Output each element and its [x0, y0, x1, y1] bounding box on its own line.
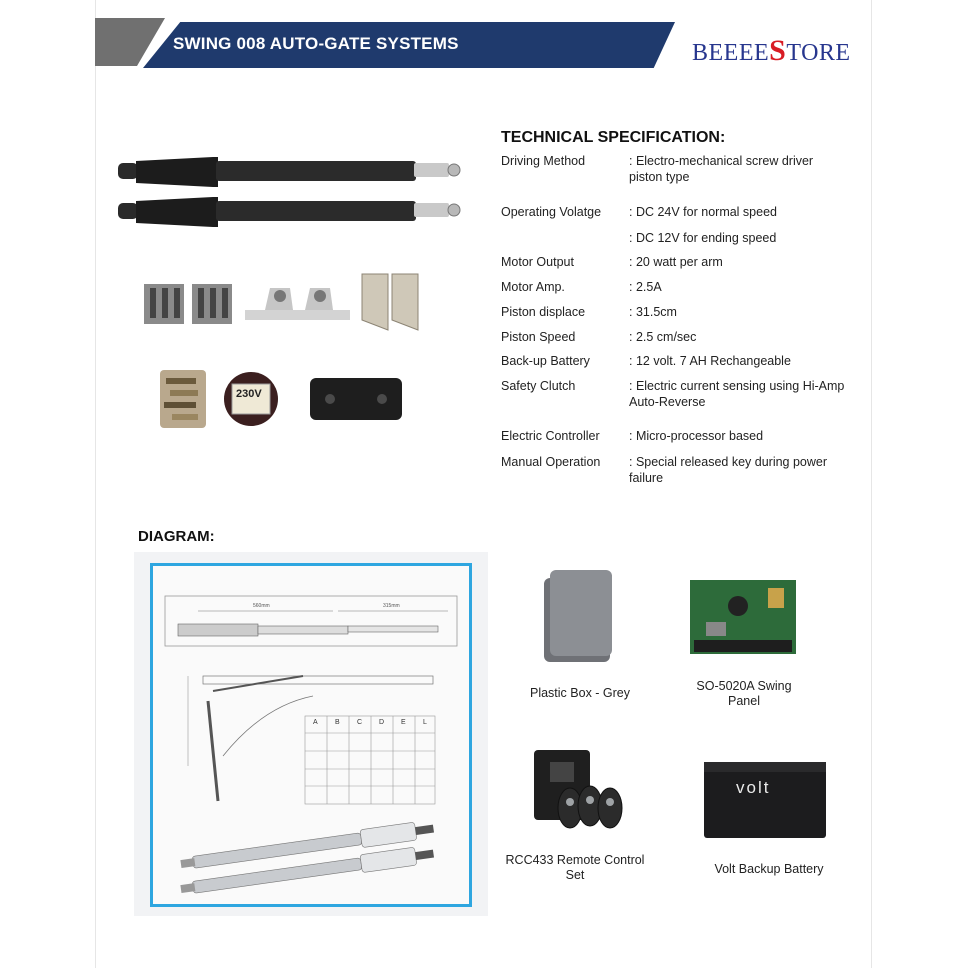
spec-value: : 31.5cm — [629, 305, 677, 319]
table-header-c: C — [357, 719, 363, 726]
caption-plastic-box: Plastic Box - Grey — [529, 686, 631, 700]
logo-text-b: TORE — [786, 40, 851, 66]
plastic-box-image — [540, 568, 618, 666]
spec-label: Safety Clutch — [501, 379, 576, 393]
spec-label: Back-up Battery — [501, 354, 590, 368]
swing-panel-image — [688, 576, 798, 660]
spec-label: Motor Output — [501, 255, 574, 269]
actuator-arm-2 — [118, 195, 463, 229]
table-header-a: A — [313, 719, 318, 726]
page-title: SWING 008 AUTO-GATE SYSTEMS — [173, 34, 459, 53]
caption-remote-control: RCC433 Remote Control Set — [505, 853, 645, 882]
spec-label: Electric Controller — [501, 429, 600, 443]
diagram-frame — [150, 563, 472, 907]
transformer — [222, 370, 280, 428]
table-header-l: L — [423, 719, 427, 726]
spec-label: Motor Amp. — [501, 280, 565, 294]
diagram-heading: DIAGRAM: — [138, 528, 215, 545]
battery-brand: volt — [736, 778, 771, 797]
remote-control-image — [530, 748, 632, 836]
spec-label: Piston displace — [501, 305, 586, 319]
pillar-brackets — [245, 280, 350, 325]
spec-value: : 2.5A — [629, 280, 662, 294]
spec-heading: TECHNICAL SPECIFICATION: — [501, 129, 726, 146]
dimension-label-b: 315mm — [383, 603, 400, 609]
table-header-e: E — [401, 719, 406, 726]
logo-text-s: S — [769, 34, 787, 67]
spec-value: : 12 volt. 7 AH Rechangeable — [629, 354, 791, 368]
battery-terminals — [704, 762, 826, 772]
gate-brackets — [140, 280, 240, 330]
angle-plates — [360, 270, 422, 335]
logo-text-a: BEEEE — [692, 40, 770, 66]
caption-backup-battery: Volt Backup Battery — [714, 862, 824, 876]
store-logo — [692, 34, 851, 68]
spec-value: : 20 watt per arm — [629, 255, 723, 269]
backup-battery-image — [704, 762, 826, 838]
caption-swing-panel: SO-5020A Swing Panel — [696, 679, 792, 708]
spec-value: : Electric current sensing using Hi-Amp Auto-Reverse — [629, 379, 845, 409]
actuator-arm-1 — [118, 155, 463, 189]
spec-value: : Micro-processor based — [629, 429, 764, 443]
diagram-drawing — [153, 566, 469, 904]
spec-value: : Electro-mechanical screw driver piston type — [629, 154, 814, 184]
spec-value: : 2.5 cm/sec — [629, 330, 697, 344]
spec-value: : DC 12V for ending speed — [629, 231, 777, 245]
spec-label: Operating Volatge — [501, 205, 602, 219]
table-header-d: D — [379, 719, 385, 726]
spec-label: Piston Speed — [501, 330, 576, 344]
spec-value: : DC 24V for normal speed — [629, 205, 777, 219]
rubber-stopper — [308, 374, 404, 424]
spec-label: Manual Operation — [501, 455, 601, 469]
bolts-pack — [158, 368, 208, 430]
dimension-label-a: 560mm — [253, 603, 270, 609]
table-header-b: B — [335, 719, 340, 726]
spec-value: : Special released key during power failure — [629, 455, 828, 485]
transformer-label: 230V — [236, 388, 262, 400]
spec-label: Driving Method — [501, 154, 586, 168]
